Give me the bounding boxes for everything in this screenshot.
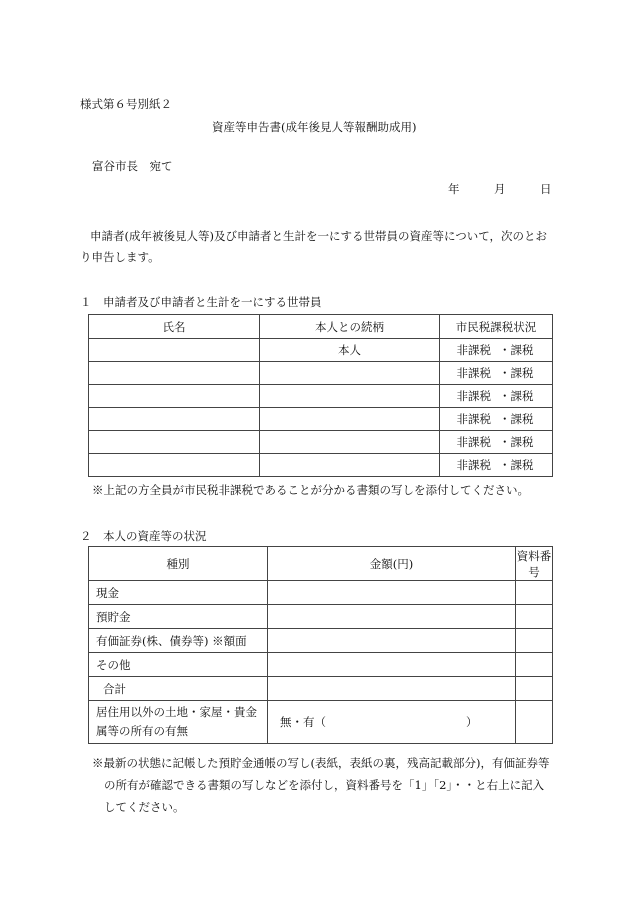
- tax-option-taxable[interactable]: ・課税: [499, 412, 534, 426]
- relation-cell[interactable]: [260, 408, 440, 431]
- reference-cell[interactable]: [516, 653, 553, 677]
- property-choice-close: ）: [466, 715, 478, 729]
- reference-cell[interactable]: [516, 701, 553, 744]
- section2-note-line: の所有が確認できる書類の写しなどを添付し，資料番号を「1」「2」・・と右上に記入: [104, 778, 545, 792]
- asset-row-other: [89, 653, 553, 677]
- form-number: 様式第６号別紙２: [80, 97, 172, 111]
- tax-option-nontaxable[interactable]: 非課税: [456, 458, 491, 472]
- document-title: 資産等申告書(成年後見人等報酬助成用): [212, 120, 417, 134]
- reference-cell[interactable]: [516, 629, 553, 653]
- amount-cell[interactable]: [268, 629, 516, 653]
- section2-title: ２ 本人の資産等の状況: [80, 529, 207, 543]
- asset-label: 現金: [89, 581, 268, 605]
- date-month-label: 月: [494, 182, 506, 196]
- name-cell[interactable]: [89, 408, 260, 431]
- tax-option-nontaxable[interactable]: 非課税: [456, 366, 491, 380]
- tax-status-cell[interactable]: [440, 339, 553, 362]
- header-tax-status: 市民税課税状況: [440, 315, 553, 339]
- asset-row-property: [89, 701, 553, 744]
- tax-status-cell[interactable]: [440, 431, 553, 454]
- reference-cell[interactable]: [516, 581, 553, 605]
- asset-row-cash: [89, 581, 553, 605]
- header-name: 氏名: [89, 315, 260, 339]
- tax-status-cell[interactable]: [440, 408, 553, 431]
- asset-row-savings: [89, 605, 553, 629]
- section2-note: [92, 752, 562, 818]
- relation-cell[interactable]: [260, 362, 440, 385]
- tax-status-cell[interactable]: [440, 385, 553, 408]
- section1-title: １ 申請者及び申請者と生計を一にする世帯員: [80, 295, 322, 309]
- relation-cell[interactable]: [260, 385, 440, 408]
- tax-option-taxable[interactable]: ・課税: [499, 435, 534, 449]
- name-cell[interactable]: [89, 362, 260, 385]
- section1-note: ※上記の方全員が市民税非課税であることが分かる書類の写しを添付してください。: [92, 483, 529, 497]
- date-day-label: 日: [540, 182, 552, 196]
- tax-option-nontaxable[interactable]: 非課税: [456, 412, 491, 426]
- amount-cell[interactable]: [268, 605, 516, 629]
- asset-label: 預貯金: [89, 605, 268, 629]
- reference-cell[interactable]: [516, 605, 553, 629]
- addressee: 富谷市長 宛て: [92, 159, 173, 173]
- relation-cell[interactable]: [260, 431, 440, 454]
- intro-text: 申請者(成年被後見人等)及び申請者と生計を一にする世帯員の資産等について，次のとおり申告します。: [80, 229, 548, 264]
- tax-option-taxable[interactable]: ・課税: [499, 389, 534, 403]
- tax-option-taxable[interactable]: ・課税: [499, 366, 534, 380]
- household-row: [89, 408, 553, 431]
- header-reference-number: 資料番号: [516, 548, 552, 579]
- tax-option-nontaxable[interactable]: 非課税: [456, 389, 491, 403]
- name-cell[interactable]: [89, 385, 260, 408]
- tax-status-cell[interactable]: [440, 362, 553, 385]
- tax-option-taxable[interactable]: ・課税: [499, 343, 534, 357]
- header-type: 種別: [89, 547, 268, 581]
- property-label-line2: 属等の所有の有無: [96, 724, 188, 738]
- asset-row-total: [89, 677, 553, 701]
- property-choice[interactable]: 無・有（: [280, 715, 326, 729]
- name-cell[interactable]: [89, 454, 260, 477]
- tax-status-cell[interactable]: [440, 454, 553, 477]
- household-row: [89, 431, 553, 454]
- reference-cell[interactable]: [516, 677, 553, 701]
- property-value-cell[interactable]: [268, 701, 516, 744]
- asset-label: その他: [89, 653, 268, 677]
- name-cell[interactable]: [89, 431, 260, 454]
- relation-cell[interactable]: [260, 454, 440, 477]
- section2-note-line: ※最新の状態に記帳した預貯金通帳の写し(表紙，表紙の裏，残高記載部分)，有価証券等: [92, 756, 550, 770]
- header-amount: 金額(円): [268, 547, 516, 581]
- date-year-label: 年: [448, 182, 460, 196]
- tax-option-taxable[interactable]: ・課税: [499, 458, 534, 472]
- asset-label: 有価証券(株、債券等) ※額面: [89, 629, 268, 653]
- amount-cell[interactable]: [268, 653, 516, 677]
- household-row: [89, 339, 553, 362]
- household-table: [88, 314, 553, 477]
- amount-cell[interactable]: [268, 677, 516, 701]
- tax-option-nontaxable[interactable]: 非課税: [456, 343, 491, 357]
- household-row: [89, 362, 553, 385]
- name-cell[interactable]: [89, 339, 260, 362]
- assets-header-row: [89, 547, 553, 581]
- property-label: [89, 701, 268, 744]
- property-label-line1: 居住用以外の土地・家屋・貴金: [96, 705, 257, 719]
- household-row: [89, 385, 553, 408]
- household-row: [89, 454, 553, 477]
- asset-label: 合計: [89, 677, 268, 701]
- relation-cell[interactable]: 本人: [260, 339, 440, 362]
- header-relation: 本人との続柄: [260, 315, 440, 339]
- amount-cell[interactable]: [268, 581, 516, 605]
- section2-note-line: してください。: [104, 800, 185, 814]
- household-header-row: [89, 315, 553, 339]
- tax-option-nontaxable[interactable]: 非課税: [456, 435, 491, 449]
- asset-row-securities: [89, 629, 553, 653]
- assets-table: [88, 546, 553, 744]
